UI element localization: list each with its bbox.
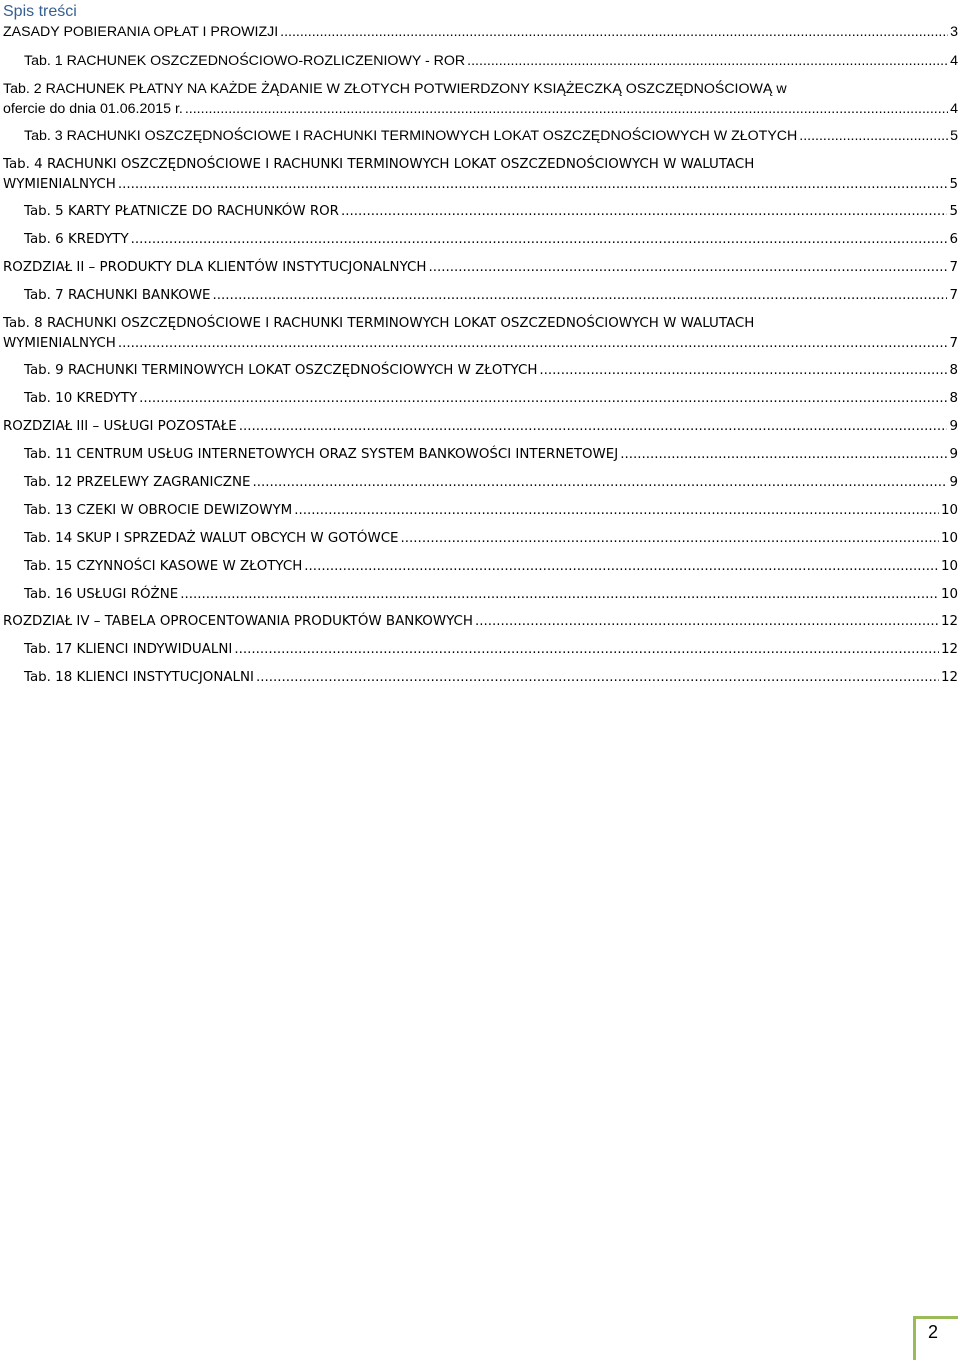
toc-leader <box>234 640 939 660</box>
toc-entry-title: Tab. 16 USŁUGI RÓŻNE <box>24 587 179 602</box>
toc-entry-title: Tab. 14 SKUP I SPRZEDAŻ WALUT OBCYCH W GOTÓWCE <box>24 531 399 546</box>
toc-entry-title: Tab. 3 RACHUNKI OSZCZĘDNOŚCIOWE I RACHUNKI TERMINOWYCH LOKAT OSZCZĘDNOŚCIOWYCH W ZŁOTYCH <box>24 128 798 144</box>
toc-leader <box>280 22 948 42</box>
toc-entry-page: 12 <box>940 642 958 657</box>
toc-leader <box>620 445 947 465</box>
toc-entry[interactable] <box>24 51 958 71</box>
toc-entry[interactable] <box>24 202 958 222</box>
toc-entry[interactable] <box>24 473 958 493</box>
toc-entry-title: ROZDZIAŁ II – PRODUKTY DLA KLIENTÓW INSTYTUCJONALNYCH <box>3 260 427 275</box>
toc-entry-page: 12 <box>940 670 958 685</box>
toc-leader <box>799 126 948 146</box>
toc-entry[interactable] <box>3 612 958 632</box>
toc-entry-title: Tab. 5 KARTY PŁATNICZE DO RACHUNKÓW ROR <box>24 204 339 219</box>
toc-entry[interactable] <box>3 22 958 42</box>
toc-leader <box>539 361 947 381</box>
toc-entry-title: Tab. 7 RACHUNKI BANKOWE <box>24 288 211 303</box>
toc-entry-title: Tab. 13 CZEKI W OBROCIE DEWIZOWYM <box>24 503 293 518</box>
toc-leader <box>252 473 947 493</box>
toc-entry-page: 7 <box>949 288 958 303</box>
toc-entry[interactable] <box>3 417 958 437</box>
toc-entry-title: Tab. 9 RACHUNKI TERMINOWYCH LOKAT OSZCZĘDNOŚCIOWYCH W ZŁOTYCH <box>24 363 538 378</box>
toc-entry-page: 5 <box>950 128 958 144</box>
toc-entry[interactable] <box>24 529 958 549</box>
toc-leader <box>475 612 939 632</box>
toc-entry-page: 3 <box>950 24 958 40</box>
toc-entry-page: 10 <box>940 587 958 602</box>
toc-entry[interactable] <box>24 557 958 577</box>
page-number-frame-top <box>913 1316 958 1319</box>
toc-entry-page: 10 <box>940 531 958 546</box>
toc-entry-title: Tab. 17 KLIENCI INDYWIDUALNI <box>24 642 233 657</box>
toc-entry-title: Tab. 6 KREDYTY <box>24 232 129 247</box>
toc-entry[interactable] <box>3 79 958 119</box>
toc-leader <box>185 99 948 119</box>
toc-heading: Spis treści <box>3 3 77 20</box>
toc-leader <box>294 501 939 521</box>
toc-leader <box>139 389 947 409</box>
toc-entry[interactable] <box>24 389 958 409</box>
toc-entry-title-continued: WYMIENIALNYCH <box>3 177 116 192</box>
toc-leader <box>118 334 948 354</box>
toc-leader <box>180 585 939 605</box>
toc-leader <box>304 557 939 577</box>
toc-entry-page: 12 <box>940 614 958 629</box>
toc-leader <box>239 417 948 437</box>
toc-entry-title: Tab. 15 CZYNNOŚCI KASOWE W ZŁOTYCH <box>24 559 303 574</box>
toc-entry-title-continued: WYMIENIALNYCH <box>3 336 116 351</box>
page-number: 2 <box>927 1322 938 1342</box>
toc-entry[interactable] <box>24 668 958 688</box>
toc-entry-page: 6 <box>949 232 958 247</box>
toc-entry[interactable] <box>24 640 958 660</box>
toc-entry-title: Tab. 11 CENTRUM USŁUG INTERNETOWYCH ORAZ SYSTEM BANKOWOŚCI INTERNETOWEJ <box>24 447 619 462</box>
toc-leader <box>401 529 939 549</box>
toc-entry-page: 10 <box>940 559 958 574</box>
toc-entry[interactable] <box>24 445 958 465</box>
toc-entry-page: 9 <box>949 447 958 462</box>
toc-entry-page: 7 <box>949 260 958 275</box>
toc-entry-page: 8 <box>949 391 958 406</box>
toc-entry-title: Tab. 18 KLIENCI INSTYTUCJONALNI <box>24 670 254 685</box>
toc-entry-title: Tab. 12 PRZELEWY ZAGRANICZNE <box>24 475 251 490</box>
toc-entry[interactable] <box>24 361 958 381</box>
toc-entry-title-continued: ofercie do dnia 01.06.2015 r. <box>3 101 183 117</box>
toc-leader <box>428 258 947 278</box>
toc-entry-title: Tab. 10 KREDYTY <box>24 391 138 406</box>
toc-entry-title: ROZDZIAŁ IV – TABELA OPROCENTOWANIA PRODUKTÓW BANKOWYCH <box>3 614 473 629</box>
toc-entry-page: 4 <box>950 53 958 69</box>
toc-entry[interactable] <box>24 230 958 250</box>
toc-entry-page: 4 <box>950 101 958 117</box>
toc-leader <box>467 51 948 71</box>
toc-entry[interactable] <box>3 258 958 278</box>
toc-leader <box>213 286 948 306</box>
toc-entry-page: 7 <box>949 336 958 351</box>
toc-entry-title: Tab. 8 RACHUNKI OSZCZĘDNOŚCIOWE I RACHUNKI TERMINOWYCH LOKAT OSZCZEDNOŚCIOWYCH W WALUTACH <box>3 316 755 331</box>
toc-entry-page: 10 <box>940 503 958 518</box>
toc-entry[interactable] <box>24 585 958 605</box>
toc-leader <box>256 668 939 688</box>
toc-entry-page: 5 <box>949 204 958 219</box>
toc-entry-title: ROZDZIAŁ III – USŁUGI POZOSTAŁE <box>3 419 237 434</box>
toc-entry[interactable] <box>24 286 958 306</box>
toc-entry[interactable] <box>3 314 958 354</box>
toc-entry-title: Tab. 4 RACHUNKI OSZCZĘDNOŚCIOWE I RACHUNKI TERMINOWYCH LOKAT OSZCZEDNOŚCIOWYCH W WALUTACH <box>3 157 755 172</box>
toc-entry[interactable] <box>24 501 958 521</box>
toc-entry-page: 5 <box>949 177 958 192</box>
toc-entry[interactable] <box>24 126 958 146</box>
toc-entry-title: Tab. 1 RACHUNEK OSZCZEDNOŚCIOWO-ROZLICZENIOWY - ROR <box>24 53 466 69</box>
toc-entry-page: 8 <box>949 363 958 378</box>
toc-leader <box>131 230 948 250</box>
toc-entry-title: Tab. 2 RACHUNEK PŁATNY NA KAŻDE ŻĄDANIE W ZŁOTYCH POTWIERDZONY KSIĄŻECZKĄ OSZCZĘDNOŚCIOWĄ w <box>3 81 787 97</box>
toc-leader <box>118 175 948 195</box>
toc-leader <box>341 202 947 222</box>
toc-entry-page: 9 <box>949 419 958 434</box>
toc-entry-title: ZASADY POBIERANIA OPŁAT I PROWIZJI <box>3 24 279 40</box>
toc-entry[interactable] <box>3 155 958 195</box>
toc-entry-page: 9 <box>949 475 958 490</box>
